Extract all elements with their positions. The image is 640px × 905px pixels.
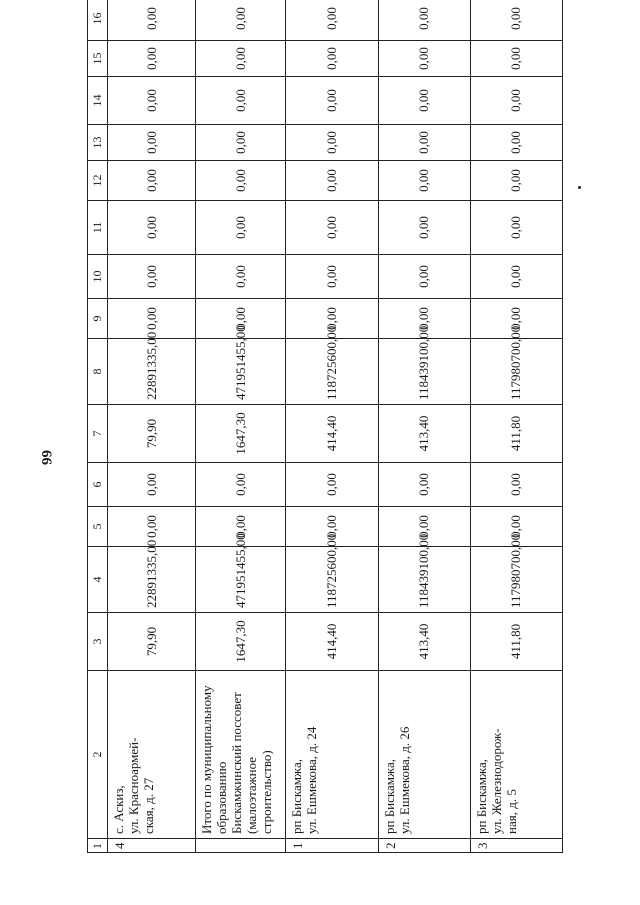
value-cell: 0,00 — [470, 299, 562, 339]
value-cell: 0,00 — [108, 299, 196, 339]
value-cell: 0,00 — [378, 41, 470, 77]
value-cell: 22891335,00 — [108, 339, 196, 405]
value-cell: 0,00 — [470, 0, 562, 41]
value-cell: 0,00 — [108, 507, 196, 547]
header-cell: 5 — [88, 507, 108, 547]
row-index-cell: 1 — [286, 839, 378, 853]
value-cell: 118439100,00 — [378, 339, 470, 405]
header-cell: 6 — [88, 463, 108, 507]
value-cell: 414,40 — [286, 613, 378, 671]
value-cell: 0,00 — [378, 255, 470, 299]
value-cell: 0,00 — [196, 161, 286, 201]
value-cell: 0,00 — [196, 125, 286, 161]
value-cell: 0,00 — [470, 507, 562, 547]
value-cell: 1647,30 — [196, 613, 286, 671]
value-cell: 0,00 — [286, 161, 378, 201]
page-number: 66 — [38, 450, 54, 465]
row-name-cell: Итого по муниципальному образованию Бискамжинский поссовет (малоэтажное строительство) — [196, 671, 286, 839]
value-cell: 411,80 — [470, 613, 562, 671]
table-row — [196, 0, 286, 853]
value-cell: 0,00 — [196, 255, 286, 299]
value-cell: 117980700,00 — [470, 339, 562, 405]
value-cell: 118725600,00 — [286, 339, 378, 405]
table-row — [378, 0, 470, 853]
value-cell: 0,00 — [108, 41, 196, 77]
value-cell: 0,00 — [286, 125, 378, 161]
value-cell: 0,00 — [378, 0, 470, 41]
value-cell: 0,00 — [286, 77, 378, 125]
value-cell: 1647,30 — [196, 405, 286, 463]
header-cell: 9 — [88, 299, 108, 339]
value-cell: 0,00 — [108, 125, 196, 161]
value-cell: 0,00 — [196, 201, 286, 255]
value-cell: 79,90 — [108, 405, 196, 463]
header-cell: 16 — [88, 0, 108, 41]
value-cell: 0,00 — [196, 41, 286, 77]
value-cell: 118725600,00 — [286, 547, 378, 613]
value-cell: 471951455,00 — [196, 547, 286, 613]
value-cell: 0,00 — [108, 77, 196, 125]
value-cell: 414,40 — [286, 405, 378, 463]
value-cell: 0,00 — [196, 299, 286, 339]
value-cell: 0,00 — [378, 299, 470, 339]
header-cell: 4 — [88, 547, 108, 613]
table-row — [108, 0, 196, 853]
header-cell: 1 — [88, 839, 108, 853]
value-cell: 0,00 — [470, 125, 562, 161]
header-cell: 2 — [88, 671, 108, 839]
value-cell: 22891335,00 — [108, 547, 196, 613]
row-name-cell: рп Бискамжа, ул. Железнодорож- ная, д. 5 — [470, 671, 562, 839]
header-cell: 15 — [88, 41, 108, 77]
value-cell: 0,00 — [286, 299, 378, 339]
value-cell: 0,00 — [286, 255, 378, 299]
value-cell: 0,00 — [196, 0, 286, 41]
row-index-cell: 3 — [470, 839, 562, 853]
header-cell: 12 — [88, 161, 108, 201]
value-cell: 0,00 — [470, 41, 562, 77]
speck — [578, 186, 581, 189]
value-cell: 0,00 — [108, 161, 196, 201]
value-cell: 0,00 — [470, 161, 562, 201]
value-cell: 0,00 — [378, 125, 470, 161]
value-cell: 413,40 — [378, 613, 470, 671]
header-cell: 8 — [88, 339, 108, 405]
header-cell: 11 — [88, 201, 108, 255]
row-index-cell — [196, 839, 286, 853]
value-cell: 471951455,00 — [196, 339, 286, 405]
rotated-table-wrapper — [87, 7, 563, 853]
value-cell: 0,00 — [196, 507, 286, 547]
header-cell: 14 — [88, 77, 108, 125]
table-row — [286, 0, 378, 853]
value-cell: 0,00 — [108, 201, 196, 255]
value-cell: 0,00 — [378, 201, 470, 255]
value-cell: 0,00 — [108, 0, 196, 41]
table-row — [470, 0, 562, 853]
row-name-cell: с. Аскиз, ул. Красноармей- ская, д. 27 — [108, 671, 196, 839]
value-cell: 0,00 — [286, 201, 378, 255]
header-cell: 10 — [88, 255, 108, 299]
value-cell: 0,00 — [286, 41, 378, 77]
value-cell: 0,00 — [470, 255, 562, 299]
value-cell: 0,00 — [286, 507, 378, 547]
value-cell: 411,80 — [470, 405, 562, 463]
value-cell: 0,00 — [108, 255, 196, 299]
value-cell: 0,00 — [286, 0, 378, 41]
value-cell: 0,00 — [378, 507, 470, 547]
value-cell: 413,40 — [378, 405, 470, 463]
row-name-cell: рп Бискамжа, ул. Ешмекова, д. 26 — [378, 671, 470, 839]
value-cell: 0,00 — [470, 463, 562, 507]
value-cell: 0,00 — [470, 77, 562, 125]
row-index-cell: 2 — [378, 839, 470, 853]
value-cell: 117980700,00 — [470, 547, 562, 613]
value-cell: 0,00 — [196, 77, 286, 125]
value-cell: 0,00 — [378, 161, 470, 201]
value-cell: 118439100,00 — [378, 547, 470, 613]
value-cell: 0,00 — [378, 463, 470, 507]
value-cell: 0,00 — [196, 463, 286, 507]
header-cell: 7 — [88, 405, 108, 463]
data-table — [87, 0, 563, 853]
value-cell: 0,00 — [108, 463, 196, 507]
value-cell: 0,00 — [470, 201, 562, 255]
header-cell: 13 — [88, 125, 108, 161]
row-index-cell: 4 — [108, 839, 196, 853]
table-header-row — [88, 0, 108, 853]
header-cell: 3 — [88, 613, 108, 671]
value-cell: 0,00 — [286, 463, 378, 507]
value-cell: 0,00 — [378, 77, 470, 125]
row-name-cell: рп Бискамжа, ул. Ешмекова, д. 24 — [286, 671, 378, 839]
value-cell: 79,90 — [108, 613, 196, 671]
